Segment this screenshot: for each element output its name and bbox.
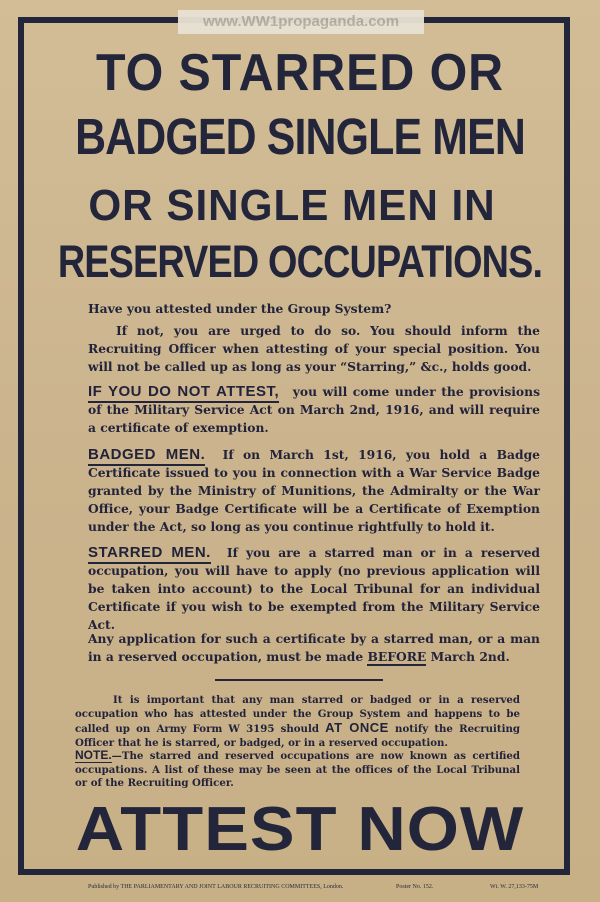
application-text-before: Any application for such a certificate by a starred man, or a man in a reserved occupation, must be made xyxy=(88,631,540,664)
important-text-after: notify the Recruiting Officer that he is starred, or badged, or in a reserved occupation. xyxy=(75,723,521,749)
intro-advice: If not, you are urged to do so. You should inform the Recruiting Officer when attesting of your special position. You will not be called up as long as your “Starring,” &c., holds good. xyxy=(88,323,540,374)
section-badged-lead: BADGED MEN. xyxy=(88,446,205,466)
section-badged xyxy=(88,446,540,536)
note xyxy=(75,749,520,791)
divider-rule xyxy=(215,679,383,681)
watermark: www.WW1propaganda.com xyxy=(178,10,424,34)
section-not-attest xyxy=(88,383,540,437)
important-notice xyxy=(75,694,520,750)
section-badged-text: If on March 1st, 1916, you hold a Badge Certificate issued to you in connection with a War Service Badge granted by the Ministry of Munitions, the Admiralty or the War Office, your Badge Certificate will be a Certificate of Exemption under the Act, so long as you continue rightfully to hold it. xyxy=(88,447,540,534)
important-text-before: It is important that any man starred or badged or in a reserved occupation who has attested under the Group System and happens to be called up on Army Form W 3195 should xyxy=(75,694,520,735)
headline-line-3: OR SINGLE MEN IN xyxy=(88,181,496,230)
section-not-attest-text: you will come under the provisions of the Military Service Act on March 2nd, 1916, and will require a certificate of exemption. xyxy=(88,384,541,435)
footer-printer-code: Wt. W. 27,133-75M xyxy=(490,884,539,890)
note-dash: — xyxy=(111,750,122,762)
intro-question: Have you attested under the Group System? xyxy=(88,301,392,316)
headline-line-2: BADGED SINGLE MEN xyxy=(75,108,525,165)
footer-publisher: Published by THE PARLIAMENTARY AND JOINT LABOUR RECRUITING COMMITTEES, London. xyxy=(88,884,344,890)
footer-poster-number: Poster No. 152. xyxy=(396,884,434,890)
application-text-after: March 2nd. xyxy=(430,649,510,664)
section-starred xyxy=(88,544,540,634)
section-starred-lead: STARRED MEN. xyxy=(88,544,211,564)
headline-line-4: RESERVED OCCUPATIONS. xyxy=(57,236,543,287)
section-starred-text: If you are a starred man or in a reserved occupation, you will have to apply (no previous application will be taken into account) to the Local Tribunal for an individual Certificate if you wish to be exempted from the Military Service Act. xyxy=(88,545,541,632)
note-label: NOTE. xyxy=(75,748,112,762)
note-text: The starred and reserved occupations are now known as certified occupations. A list of these may be seen at the offices of the Local Tribunal or of the Recruiting Officer. xyxy=(75,750,520,789)
section-application xyxy=(88,630,540,666)
call-to-action: ATTEST NOW xyxy=(75,795,525,864)
headline-line-1: TO STARRED OR xyxy=(96,44,504,102)
application-emphasis: BEFORE xyxy=(367,649,427,664)
section-not-attest-lead: IF YOU DO NOT ATTEST, xyxy=(88,383,279,403)
important-emphasis: AT ONCE xyxy=(325,720,389,735)
